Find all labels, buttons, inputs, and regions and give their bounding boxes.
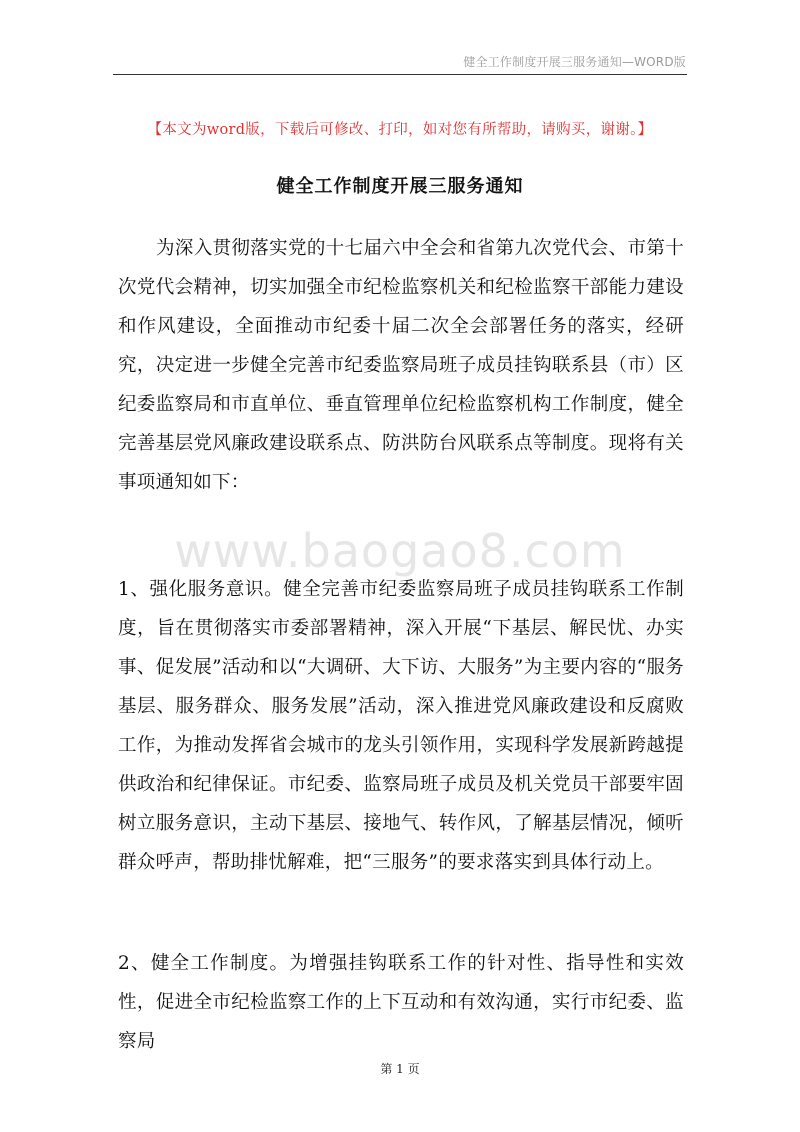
- section-2-paragraph: 2、健全工作制度。为增强挂钩联系工作的针对性、指导性和实效性，促进全市纪检监察工作的上下互动和有效沟通，实行市纪委、监察局: [118, 953, 684, 1052]
- intro-paragraph: 为深入贯彻落实党的十七届六中全会和省第九次党代会、市第十次党代会精神，切实加强全市纪检监察机关和纪检监察干部能力建设和作风建设，全面推动市纪委十届二次全会部署任务的落实，经研究，决定进一步健全完善市纪委监察局班子成员挂钩联系县（市）区纪委监察局和市直单位、垂直管理单位纪检监察机构工作制度，健全完善基层党风廉政建设联系点、防洪防台风联系点等制度。现将有关事项通知如下：: [118, 238, 684, 493]
- page-number: 第 1 页: [380, 1062, 420, 1076]
- purchase-notice: 【本文为word版，下载后可修改、打印，如对您有所帮助，请购买，谢谢。】: [147, 122, 653, 138]
- header-divider: [113, 74, 687, 75]
- section-1-paragraph: 1、强化服务意识。健全完善市纪委监察局班子成员挂钩联系工作制度，旨在贯彻落实市委部署精神，深入开展“下基层、解民忧、办实事、促发展”活动和以“大调研、大下访、大服务”为主要内容的“服务基层、服务群众、服务发展”活动，深入推进党风廉政建设和反腐败工作，为推动发挥省会城市的龙头引领作用，实现科学发展新跨越提供政治和纪律保证。市纪委、监察局班子成员及机关党员干部要牢固树立服务意识，主动下基层、接地气、转作风，了解基层情况，倾听群众呼声，帮助排忧解难，把“三服务”的要求落实到具体行动上。: [118, 579, 684, 873]
- site-watermark: www.baogao8.com: [174, 524, 626, 578]
- running-header: 健全工作制度开展三服务通知—WORD版: [463, 55, 686, 69]
- document-title: 健全工作制度开展三服务通知: [276, 176, 524, 197]
